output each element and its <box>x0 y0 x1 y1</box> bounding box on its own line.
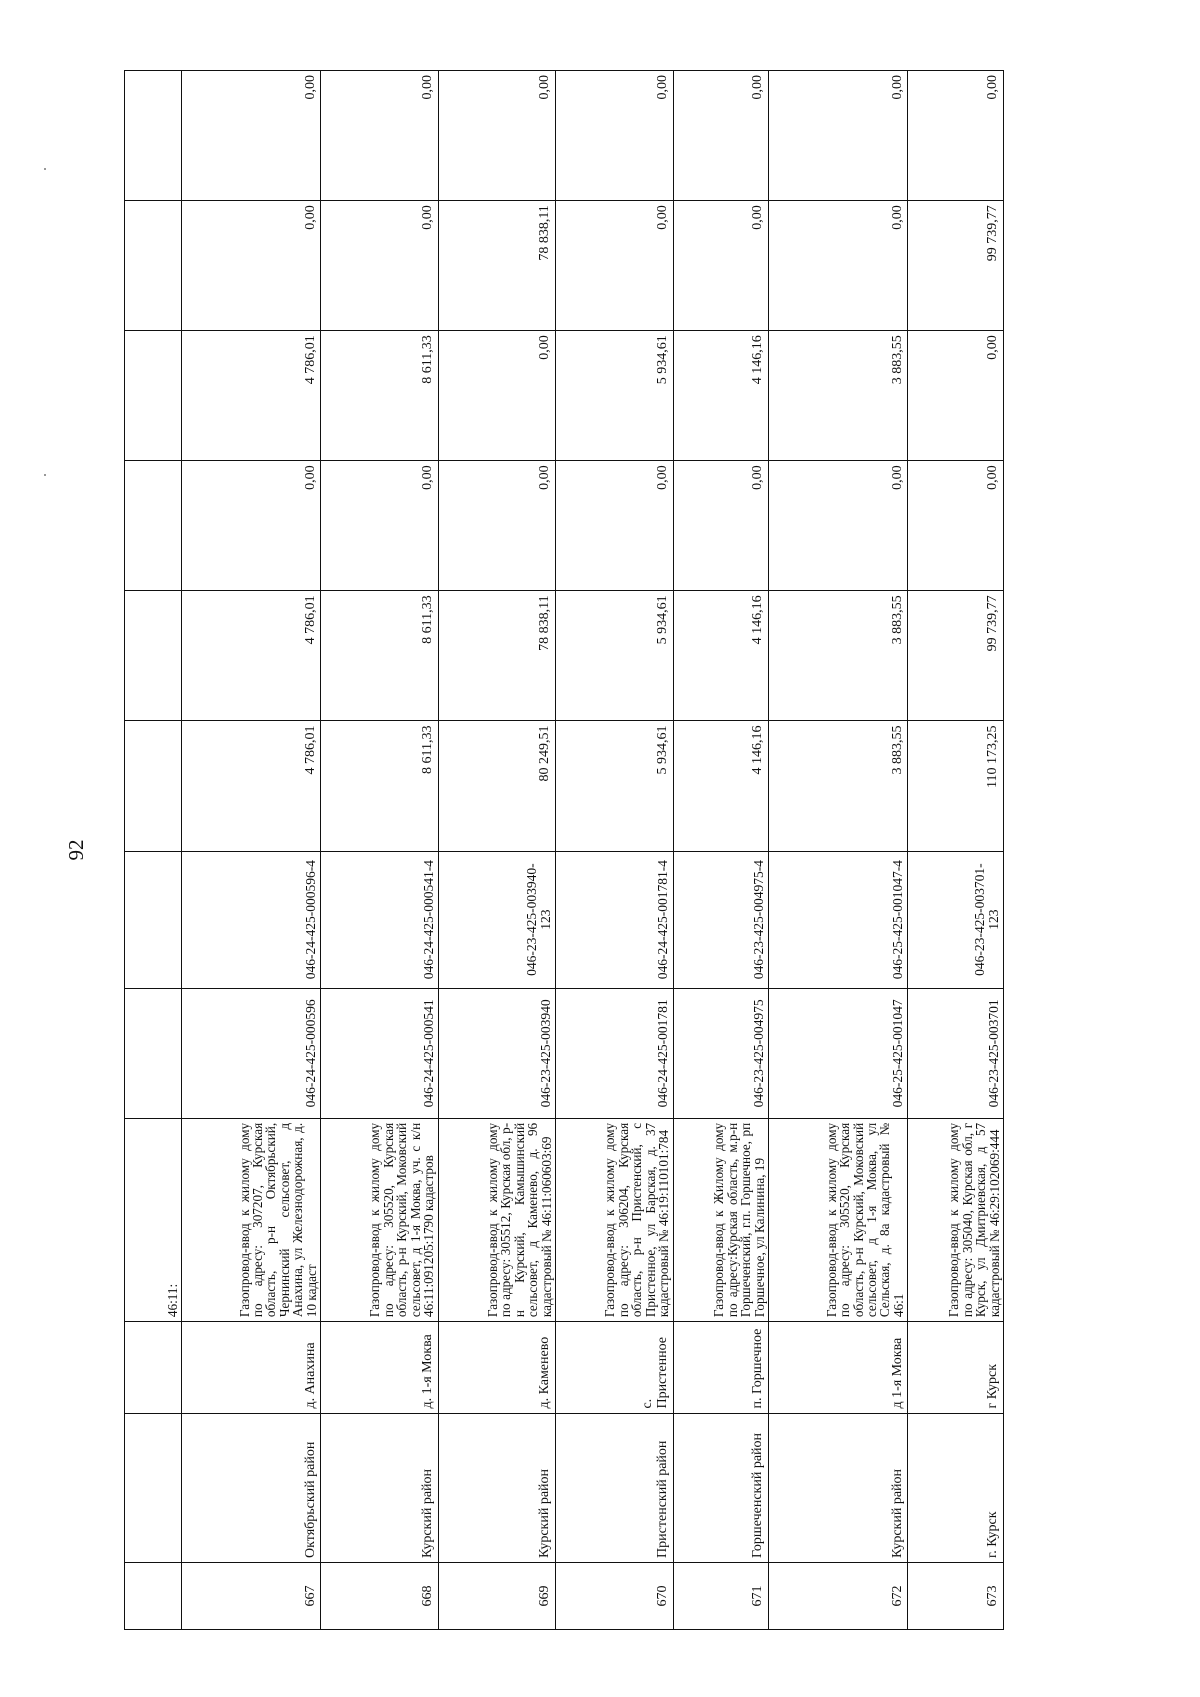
total-cell: 3 883,55 <box>769 721 908 851</box>
locality-cell: п. Горшечное <box>673 1322 769 1413</box>
row-number: 667 <box>182 1562 321 1629</box>
table-row <box>321 71 438 1630</box>
total-cell: 4 146,16 <box>673 721 769 851</box>
page-number: 92 <box>64 839 88 861</box>
rotated-table-container <box>124 70 1004 1630</box>
description-cell: Газопровод-ввод к Жилому дому по адресу:Курская область, м.р-н Горшеченский, г.п. Горшечное, рп Горшечное, ул Калинина, 19 <box>673 1118 769 1321</box>
locality-cell: г Курск <box>908 1322 1004 1413</box>
scan-speck <box>44 168 46 170</box>
locality-cell: д. Анахина <box>182 1322 321 1413</box>
description-cell: Газопровод-ввод к жилому дому по адресу: 305520, Курская область, р-н Курский, Моковский сельсовет, д 1-я Моква, уч. с к/н 46:11:091205:1790 кадастров <box>321 1118 438 1321</box>
code-cell: 046-24-425-001781 <box>556 988 673 1118</box>
amount-d-cell: 0,00 <box>321 201 438 331</box>
amount-a-cell: 5 934,61 <box>556 591 673 721</box>
amount-d-cell: 0,00 <box>673 201 769 331</box>
contract-cell: 046-25-425-001047-4 <box>769 851 908 988</box>
table-row <box>438 71 555 1630</box>
amount-c-cell: 0,00 <box>438 331 555 461</box>
description-cell: Газопровод-ввод к жилому дому по адресу: 305040, Курская обл, г Курск, ул Дмитриевская, д 57 кадастровый № 46:29:102069:444 <box>908 1118 1004 1321</box>
code-cell: 046-23-425-003940 <box>438 988 555 1118</box>
amount-e-cell: 0,00 <box>769 71 908 201</box>
amount-e-cell: 0,00 <box>556 71 673 201</box>
amount-b-cell: 0,00 <box>556 461 673 591</box>
amount-d-cell: 0,00 <box>556 201 673 331</box>
amount-e-cell: 0,00 <box>182 71 321 201</box>
description-cell: Газопровод-ввод к жилому дому по адресу: 305520, Курская область, р-н Курский, Моковский сельсовет, д 1-я Моква, ул Сельская, д. 8а кадастровый № 46:1 <box>769 1118 908 1321</box>
total-cell: 5 934,61 <box>556 721 673 851</box>
description-cell: Газопровод-ввод к жилому дому по адресу: 306204, Курская область, р-н Пристенский, с Пристенное, ул Барская, д. 37 кадастровый № 46:19:110101:784 <box>556 1118 673 1321</box>
code-cell: 046-24-425-000596 <box>182 988 321 1118</box>
table-row <box>908 71 1004 1630</box>
table-row <box>769 71 908 1630</box>
code-cell: 046-23-425-003701 <box>908 988 1004 1118</box>
description-cell: Газопровод-ввод к жилому дому по адресу: 305512, Курская обл, р-н Курский, Камышинский сельсовет, д Каменево, д. 96 кадастровый № 46:11:060603:69 <box>438 1118 555 1321</box>
row-number: 673 <box>908 1562 1004 1629</box>
row-number: 669 <box>438 1562 555 1629</box>
district-cell: Октябрьский район <box>182 1413 321 1562</box>
amount-e-cell: 0,00 <box>908 71 1004 201</box>
description-cell: Газопровод-ввод к жилому дому по адресу: 307207, Курская область, р-н Октябрьский, Чернинский сельсовет, д Анахина, ул Железнодорожная, д. 10 кадаст <box>182 1118 321 1321</box>
amount-b-cell: 0,00 <box>182 461 321 591</box>
amount-e-cell: 0,00 <box>321 71 438 201</box>
row-number: 671 <box>673 1562 769 1629</box>
contract-cell: 046-24-425-000596-4 <box>182 851 321 988</box>
row-number: 668 <box>321 1562 438 1629</box>
amount-b-cell: 0,00 <box>438 461 555 591</box>
amount-c-cell: 8 611,33 <box>321 331 438 461</box>
district-cell: Пристенский район <box>556 1413 673 1562</box>
contract-cell: 046-23-425-003701-123 <box>908 851 1004 988</box>
header-fragment: 46:11: <box>125 1118 182 1321</box>
locality-cell: д 1-я Моква <box>769 1322 908 1413</box>
contract-cell: 046-23-425-003940-123 <box>438 851 555 988</box>
table-row <box>556 71 673 1630</box>
scan-speck <box>44 474 46 476</box>
contract-cell: 046-24-425-000541-4 <box>321 851 438 988</box>
table-row <box>673 71 769 1630</box>
amount-a-cell: 3 883,55 <box>769 591 908 721</box>
amount-b-cell: 0,00 <box>908 461 1004 591</box>
code-cell: 046-23-425-004975 <box>673 988 769 1118</box>
amount-d-cell: 99 739,77 <box>908 201 1004 331</box>
district-cell: Курский район <box>769 1413 908 1562</box>
table-frame <box>124 70 1004 1630</box>
district-cell: Курский район <box>438 1413 555 1562</box>
total-cell: 80 249,51 <box>438 721 555 851</box>
amount-c-cell: 5 934,61 <box>556 331 673 461</box>
total-cell: 8 611,33 <box>321 721 438 851</box>
amount-b-cell: 0,00 <box>673 461 769 591</box>
row-number: 672 <box>769 1562 908 1629</box>
code-cell: 046-25-425-001047 <box>769 988 908 1118</box>
continuation-row <box>125 71 182 1630</box>
locality-cell: д. Каменево <box>438 1322 555 1413</box>
amount-d-cell: 78 838,11 <box>438 201 555 331</box>
amount-d-cell: 0,00 <box>182 201 321 331</box>
amount-a-cell: 4 786,01 <box>182 591 321 721</box>
contract-cell: 046-24-425-001781-4 <box>556 851 673 988</box>
amount-a-cell: 4 146,16 <box>673 591 769 721</box>
total-cell: 110 173,25 <box>908 721 1004 851</box>
locality-cell: с. Пристенное <box>556 1322 673 1413</box>
amount-a-cell: 78 838,11 <box>438 591 555 721</box>
amount-c-cell: 4 786,01 <box>182 331 321 461</box>
row-number: 670 <box>556 1562 673 1629</box>
amount-b-cell: 0,00 <box>321 461 438 591</box>
amount-c-cell: 3 883,55 <box>769 331 908 461</box>
amount-e-cell: 0,00 <box>438 71 555 201</box>
district-cell: г. Курск <box>908 1413 1004 1562</box>
amount-c-cell: 4 146,16 <box>673 331 769 461</box>
amount-c-cell: 0,00 <box>908 331 1004 461</box>
total-cell: 4 786,01 <box>182 721 321 851</box>
locality-cell: д. 1-я Моква <box>321 1322 438 1413</box>
code-cell: 046-24-425-000541 <box>321 988 438 1118</box>
amount-a-cell: 99 739,77 <box>908 591 1004 721</box>
district-cell: Курский район <box>321 1413 438 1562</box>
amount-d-cell: 0,00 <box>769 201 908 331</box>
amount-e-cell: 0,00 <box>673 71 769 201</box>
district-cell: Горшеченский район <box>673 1413 769 1562</box>
amount-b-cell: 0,00 <box>769 461 908 591</box>
amount-a-cell: 8 611,33 <box>321 591 438 721</box>
table-row <box>182 71 321 1630</box>
contract-cell: 046-23-425-004975-4 <box>673 851 769 988</box>
register-table <box>124 70 1004 1630</box>
